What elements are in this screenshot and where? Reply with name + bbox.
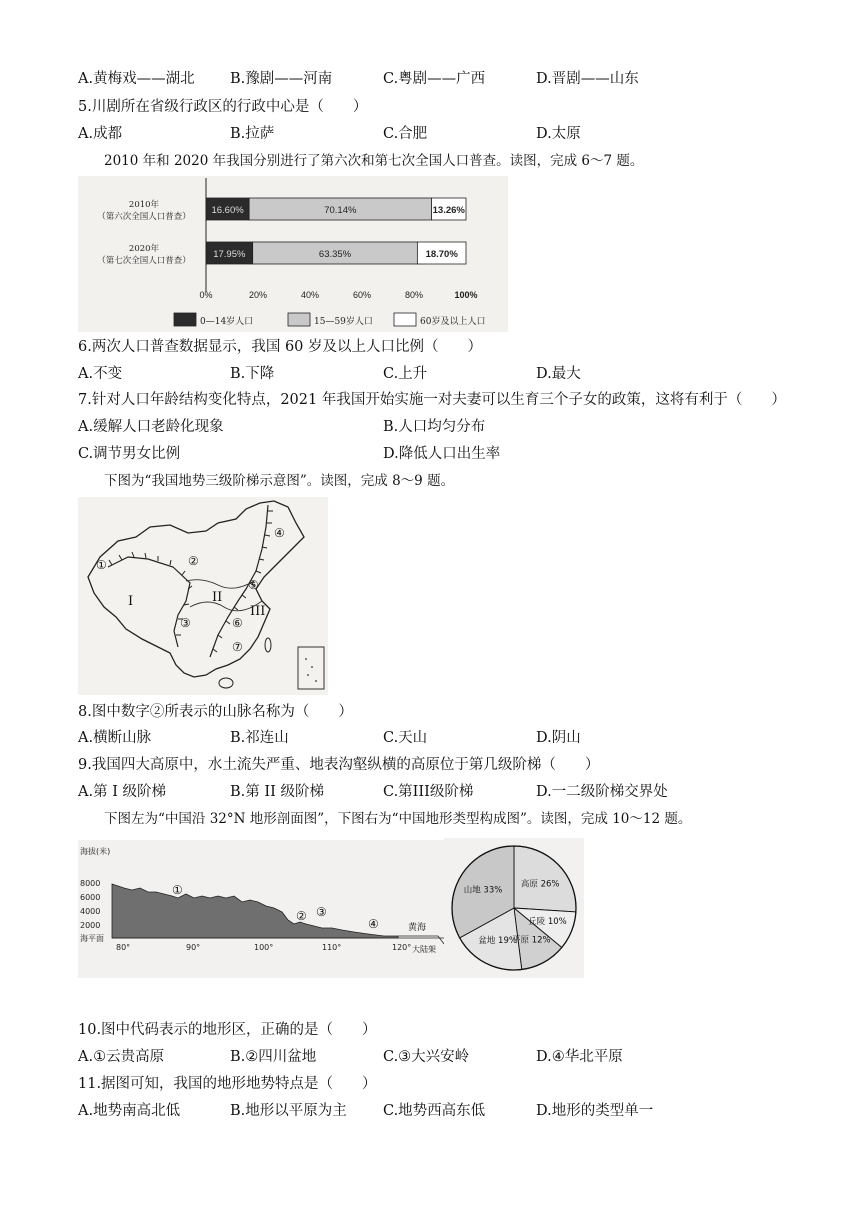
q8-option-c: C.天山: [383, 730, 428, 746]
bar-data-label: 17.95%: [213, 249, 246, 260]
x-tick-label: 0%: [199, 290, 213, 300]
q4-option-d: D.晋剧——山东: [536, 71, 639, 87]
q7-option-d: D.降低人口出生率: [383, 446, 501, 462]
q7-option-c: C.调节男女比例: [78, 446, 181, 462]
q4-option-a: A.黄梅戏——湖北: [78, 71, 195, 87]
q7-option-a: A.缓解人口老龄化现象: [78, 419, 224, 435]
profile-circled-3: ③: [316, 905, 327, 919]
bar-data-label: 63.35%: [318, 249, 352, 260]
legend-label: 15—59岁人口: [314, 317, 373, 327]
profile-label-shelf: 大陆架: [412, 945, 436, 954]
profile-ytick-2000: 2000: [80, 921, 101, 930]
q9-option-a: A.第 I 级阶梯: [78, 784, 167, 800]
bar-data-label: 13.26%: [432, 205, 465, 216]
q6-option-b: B.下降: [230, 366, 275, 382]
x-tick-label: 40%: [300, 290, 320, 300]
profile-xtick-110: 110°: [322, 943, 342, 952]
legend-label: 60岁及以上人口: [420, 317, 486, 327]
q10-option-b: B.②四川盆地: [230, 1049, 317, 1065]
q8-option-a: A.横断山脉: [78, 730, 152, 746]
label-step-1: I: [128, 594, 134, 609]
q5-option-d: D.太原: [536, 126, 581, 142]
bar-data-label: 18.70%: [425, 249, 458, 260]
q9-option-d: D.一二级阶梯交界处: [536, 784, 668, 800]
bar-data-label: 70.14%: [324, 205, 357, 216]
q4-option-c: C.粤剧——广西: [383, 71, 486, 87]
profile-ytick-sea-level: 海平面: [80, 934, 104, 943]
x-tick-label: 80%: [404, 290, 424, 300]
pie-slice-label: 山地 33%: [463, 885, 503, 896]
q9-option-b: B.第 II 级阶梯: [230, 784, 324, 800]
label-circled-6: ⑥: [232, 616, 243, 630]
pie-slice-label: 平原 12%: [512, 935, 551, 946]
profile-circled-4: ④: [368, 917, 379, 931]
q7-option-b: B.人口均匀分布: [383, 419, 486, 435]
label-circled-2: ②: [188, 554, 199, 568]
q6-option-c: C.上升: [383, 366, 428, 382]
population-census-chart: [78, 176, 508, 332]
q7-stem: 7.针对人口年龄结构变化特点，2021 年我国开始实施一对夫妻可以生育三个子女的政策，这将有利于（ ）: [78, 392, 786, 408]
q10-option-c: C.③大兴安岭: [383, 1049, 470, 1065]
q11-option-b: B.地形以平原为主: [230, 1103, 347, 1119]
legend-swatch: [394, 313, 416, 326]
q6-option-d: D.最大: [536, 366, 581, 382]
label-circled-1: ①: [96, 558, 107, 572]
profile-xtick-120: 120°: [392, 943, 412, 952]
label-step-2: II: [212, 590, 223, 605]
label-circled-5: ⑤: [248, 578, 259, 592]
q10-stem: 10.图中代码表示的地形区，正确的是（ ）: [78, 1022, 377, 1038]
q6-option-a: A.不变: [78, 366, 123, 382]
legend-swatch: [174, 313, 196, 326]
intro-8-9: 下图为“我国地势三级阶梯示意图”。读图，完成 8～9 题。: [104, 473, 455, 489]
q5-option-a: A.成都: [78, 126, 123, 142]
profile-ylabel: 海拔(米): [80, 847, 111, 856]
profile-label-yellow-sea: 黄海: [408, 923, 427, 933]
profile-xtick-90: 90°: [186, 943, 201, 952]
label-circled-3: ③: [180, 616, 191, 630]
q8-stem: 8.图中数字②所表示的山脉名称为（ ）: [78, 704, 353, 720]
profile-ytick-6000: 6000: [80, 893, 101, 902]
profile-ytick-8000: 8000: [80, 879, 101, 888]
terrain-type-pie: [444, 838, 584, 978]
q11-option-c: C.地势西高东低: [383, 1103, 486, 1119]
category-label: （第七次全国人口普查）: [97, 256, 191, 266]
q5-stem: 5.川剧所在省级行政区的行政中心是（ ）: [78, 99, 368, 115]
profile-circled-2: ②: [296, 909, 307, 923]
x-tick-label: 60%: [352, 290, 372, 300]
q11-option-a: A.地势南高北低: [78, 1103, 181, 1119]
pie-slice-label: 丘陵 10%: [528, 917, 567, 928]
intro-6-7: 2010 年和 2020 年我国分别进行了第六次和第七次全国人口普查。读图，完成 6～7 题。: [104, 153, 644, 169]
q10-option-a: A.①云贵高原: [78, 1049, 165, 1065]
label-circled-7: ⑦: [232, 640, 243, 654]
pie-slice-label: 盆地 19%: [478, 936, 517, 947]
profile-ytick-4000: 4000: [80, 907, 101, 916]
profile-xtick-100: 100°: [254, 943, 274, 952]
category-label: 2010年: [128, 200, 160, 210]
bar-data-label: 16.60%: [211, 205, 244, 216]
legend-label: 0—14岁人口: [200, 317, 254, 327]
pie-slice-label: 高原 26%: [520, 879, 560, 890]
q11-stem: 11.据图可知，我国的地形地势特点是（ ）: [78, 1076, 377, 1092]
terrain-profile-32n: [78, 840, 450, 978]
x-tick-label: 20%: [248, 290, 268, 300]
category-label: 2020年: [128, 244, 160, 254]
q8-option-d: D.阴山: [536, 730, 581, 746]
label-step-3: III: [250, 604, 266, 619]
profile-xtick-80: 80°: [116, 943, 131, 952]
q5-option-b: B.拉萨: [230, 126, 275, 142]
q5-option-c: C.合肥: [383, 126, 428, 142]
q10-option-d: D.④华北平原: [536, 1049, 623, 1065]
q11-option-d: D.地形的类型单一: [536, 1103, 654, 1119]
label-circled-4: ④: [274, 526, 285, 540]
x-tick-label: 100%: [454, 290, 478, 300]
profile-circled-1: ①: [172, 883, 183, 897]
q4-option-b: B.豫剧——河南: [230, 71, 333, 87]
q6-stem: 6.两次人口普查数据显示，我国 60 岁及以上人口比例（ ）: [78, 339, 483, 355]
china-terrain-steps-map: [78, 497, 328, 695]
category-label: （第六次全国人口普查）: [97, 212, 191, 222]
q9-option-c: C.第III级阶梯: [383, 784, 474, 800]
q8-option-b: B.祁连山: [230, 730, 289, 746]
q9-stem: 9.我国四大高原中，水土流失严重、地表沟壑纵横的高原位于第几级阶梯（ ）: [78, 757, 600, 773]
intro-10-12: 下图左为“中国沿 32°N 地形剖面图”，下图右为“中国地形类型构成图”。读图，完成 10～12 题。: [104, 811, 692, 827]
legend-swatch: [288, 313, 310, 326]
